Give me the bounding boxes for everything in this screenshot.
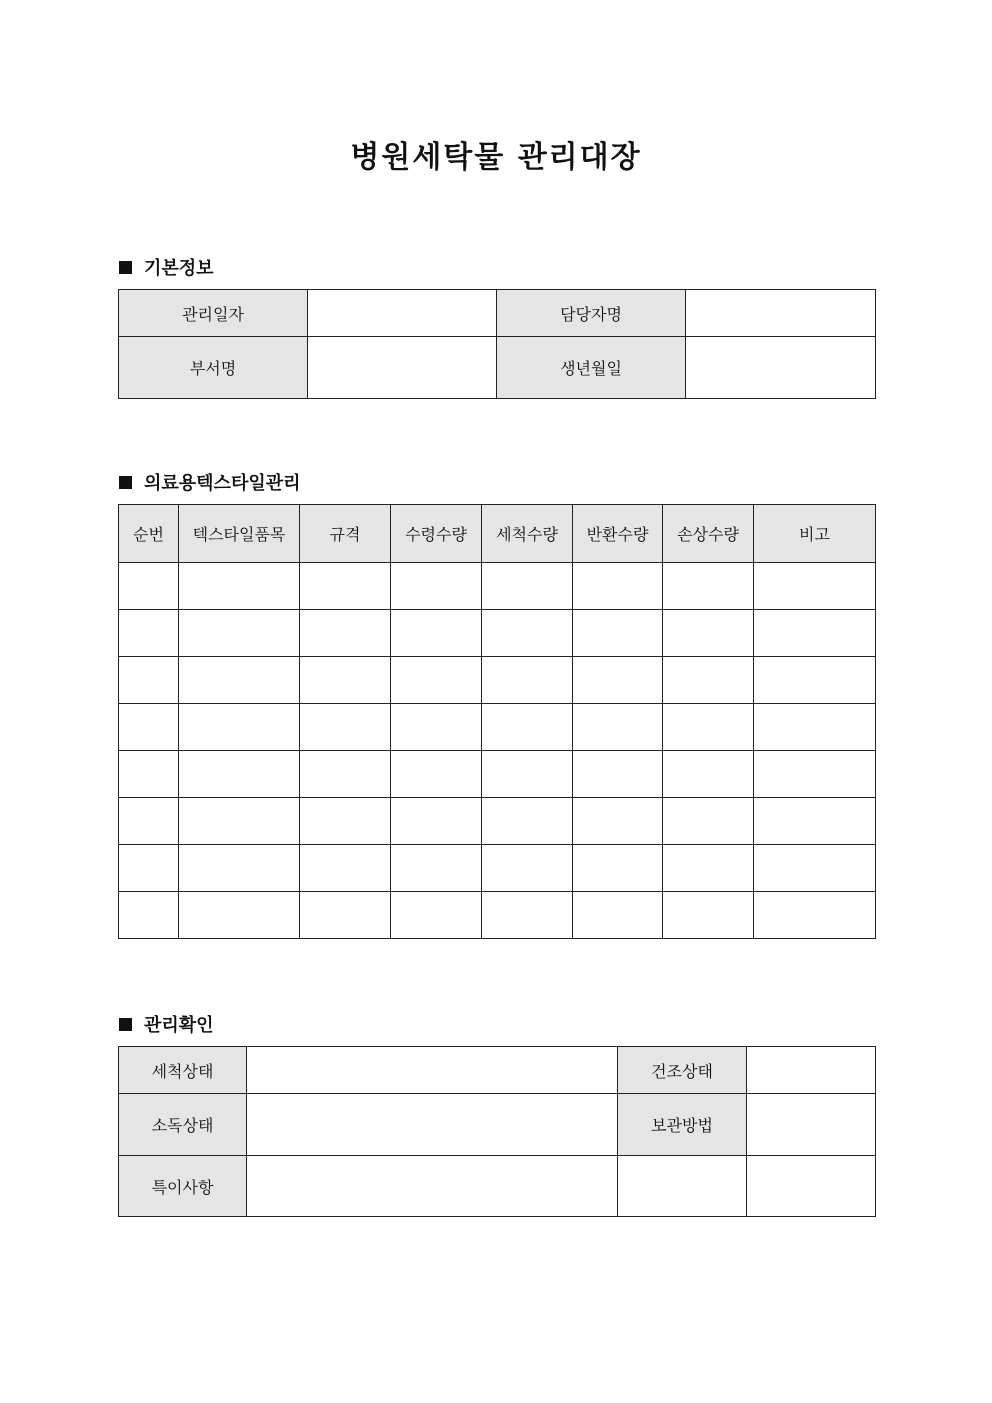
manage-date-field[interactable] bbox=[308, 290, 497, 337]
department-label: 부서명 bbox=[119, 337, 308, 399]
table-row bbox=[119, 610, 876, 657]
section-heading-label: 기본정보 bbox=[144, 258, 214, 279]
birthdate-label: 생년월일 bbox=[497, 337, 686, 399]
extra-field[interactable] bbox=[618, 1156, 747, 1217]
damaged-cell[interactable] bbox=[663, 751, 754, 798]
table-row bbox=[119, 290, 876, 337]
column-header-returned: 반환수량 bbox=[573, 505, 663, 563]
seq-cell[interactable] bbox=[119, 610, 179, 657]
returned-cell[interactable] bbox=[573, 563, 663, 610]
washed-cell[interactable] bbox=[482, 657, 573, 704]
washed-cell[interactable] bbox=[482, 845, 573, 892]
remarks-field[interactable] bbox=[247, 1156, 618, 1217]
table-row bbox=[119, 1047, 876, 1094]
item-cell[interactable] bbox=[179, 657, 300, 704]
item-cell[interactable] bbox=[179, 798, 300, 845]
table-row bbox=[119, 704, 876, 751]
spec-cell[interactable] bbox=[300, 704, 391, 751]
table-row bbox=[119, 798, 876, 845]
seq-cell[interactable] bbox=[119, 798, 179, 845]
received-cell[interactable] bbox=[391, 704, 482, 751]
seq-cell[interactable] bbox=[119, 892, 179, 939]
remarks-cell[interactable] bbox=[754, 798, 876, 845]
square-bullet-icon bbox=[119, 1018, 132, 1031]
seq-cell[interactable] bbox=[119, 657, 179, 704]
spec-cell[interactable] bbox=[300, 610, 391, 657]
table-header-row bbox=[119, 505, 876, 563]
received-cell[interactable] bbox=[391, 751, 482, 798]
washed-cell[interactable] bbox=[482, 798, 573, 845]
spec-cell[interactable] bbox=[300, 563, 391, 610]
damaged-cell[interactable] bbox=[663, 892, 754, 939]
wash-status-field[interactable] bbox=[247, 1047, 618, 1094]
damaged-cell[interactable] bbox=[663, 563, 754, 610]
remarks-cell[interactable] bbox=[754, 845, 876, 892]
item-cell[interactable] bbox=[179, 704, 300, 751]
damaged-cell[interactable] bbox=[663, 610, 754, 657]
returned-cell[interactable] bbox=[573, 657, 663, 704]
column-header-washed: 세척수량 bbox=[482, 505, 573, 563]
remarks-cell[interactable] bbox=[754, 892, 876, 939]
table-row bbox=[119, 1156, 876, 1217]
table-row bbox=[119, 563, 876, 610]
spec-cell[interactable] bbox=[300, 657, 391, 704]
seq-cell[interactable] bbox=[119, 751, 179, 798]
seq-cell[interactable] bbox=[119, 845, 179, 892]
remarks-label: 특이사항 bbox=[119, 1156, 247, 1217]
received-cell[interactable] bbox=[391, 845, 482, 892]
received-cell[interactable] bbox=[391, 563, 482, 610]
washed-cell[interactable] bbox=[482, 892, 573, 939]
storage-method-label: 보관방법 bbox=[618, 1094, 747, 1156]
section-heading-confirm bbox=[119, 1011, 214, 1037]
column-header-damaged: 손상수량 bbox=[663, 505, 754, 563]
item-cell[interactable] bbox=[179, 892, 300, 939]
square-bullet-icon bbox=[119, 261, 132, 274]
table-row bbox=[119, 845, 876, 892]
disinfect-status-label: 소독상태 bbox=[119, 1094, 247, 1156]
table-row bbox=[119, 892, 876, 939]
confirm-table bbox=[118, 1046, 876, 1217]
basic-info-table bbox=[118, 289, 876, 399]
page-title: 병원세탁물 관리대장 bbox=[350, 140, 642, 175]
remarks-cell[interactable] bbox=[754, 704, 876, 751]
received-cell[interactable] bbox=[391, 657, 482, 704]
table-row bbox=[119, 751, 876, 798]
item-cell[interactable] bbox=[179, 751, 300, 798]
extra-field[interactable] bbox=[747, 1156, 876, 1217]
remarks-cell[interactable] bbox=[754, 610, 876, 657]
washed-cell[interactable] bbox=[482, 610, 573, 657]
section-heading-basic bbox=[119, 254, 214, 280]
received-cell[interactable] bbox=[391, 798, 482, 845]
returned-cell[interactable] bbox=[573, 704, 663, 751]
column-header-seq: 순번 bbox=[119, 505, 179, 563]
returned-cell[interactable] bbox=[573, 798, 663, 845]
washed-cell[interactable] bbox=[482, 704, 573, 751]
washed-cell[interactable] bbox=[482, 751, 573, 798]
seq-cell[interactable] bbox=[119, 563, 179, 610]
table-row bbox=[119, 1094, 876, 1156]
column-header-received: 수령수량 bbox=[391, 505, 482, 563]
column-header-remarks: 비고 bbox=[754, 505, 876, 563]
dry-status-field[interactable] bbox=[747, 1047, 876, 1094]
section-heading-label: 관리확인 bbox=[144, 1015, 214, 1036]
table-row bbox=[119, 337, 876, 399]
textile-table bbox=[118, 504, 876, 939]
item-cell[interactable] bbox=[179, 563, 300, 610]
spec-cell[interactable] bbox=[300, 845, 391, 892]
manager-name-field[interactable] bbox=[686, 290, 876, 337]
damaged-cell[interactable] bbox=[663, 657, 754, 704]
returned-cell[interactable] bbox=[573, 751, 663, 798]
received-cell[interactable] bbox=[391, 892, 482, 939]
returned-cell[interactable] bbox=[573, 845, 663, 892]
item-cell[interactable] bbox=[179, 610, 300, 657]
remarks-cell[interactable] bbox=[754, 751, 876, 798]
disinfect-status-field[interactable] bbox=[247, 1094, 618, 1156]
spec-cell[interactable] bbox=[300, 798, 391, 845]
seq-cell[interactable] bbox=[119, 704, 179, 751]
remarks-cell[interactable] bbox=[754, 657, 876, 704]
damaged-cell[interactable] bbox=[663, 704, 754, 751]
column-header-item: 텍스타일품목 bbox=[179, 505, 300, 563]
section-heading-textile bbox=[119, 469, 301, 495]
birthdate-field[interactable] bbox=[686, 337, 876, 399]
damaged-cell[interactable] bbox=[663, 845, 754, 892]
item-cell[interactable] bbox=[179, 845, 300, 892]
washed-cell[interactable] bbox=[482, 563, 573, 610]
damaged-cell[interactable] bbox=[663, 798, 754, 845]
dry-status-label: 건조상태 bbox=[618, 1047, 747, 1094]
storage-method-field[interactable] bbox=[747, 1094, 876, 1156]
manager-name-label: 담당자명 bbox=[497, 290, 686, 337]
section-heading-label: 의료용텍스타일관리 bbox=[144, 473, 301, 494]
wash-status-label: 세척상태 bbox=[119, 1047, 247, 1094]
table-row bbox=[119, 657, 876, 704]
column-header-spec: 규격 bbox=[300, 505, 391, 563]
returned-cell[interactable] bbox=[573, 892, 663, 939]
manage-date-label: 관리일자 bbox=[119, 290, 308, 337]
received-cell[interactable] bbox=[391, 610, 482, 657]
spec-cell[interactable] bbox=[300, 751, 391, 798]
returned-cell[interactable] bbox=[573, 610, 663, 657]
department-field[interactable] bbox=[308, 337, 497, 399]
remarks-cell[interactable] bbox=[754, 563, 876, 610]
square-bullet-icon bbox=[119, 476, 132, 489]
spec-cell[interactable] bbox=[300, 892, 391, 939]
